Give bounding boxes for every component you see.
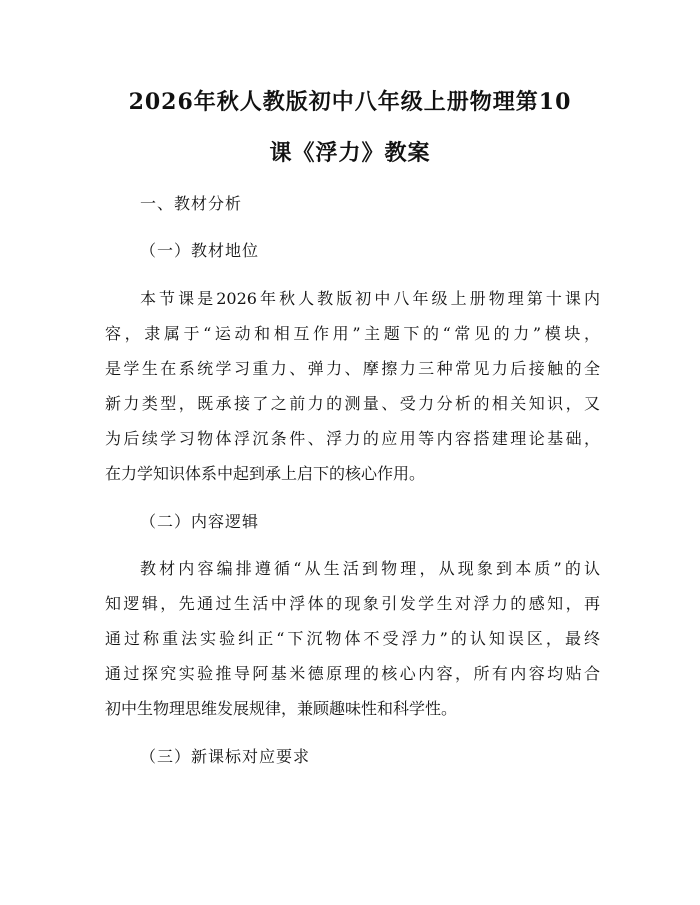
paragraph-line: 初中生物理思维发展规律，兼顾趣味性和科学性。 bbox=[105, 699, 458, 718]
paragraph-line: 为后续学习物体浮沉条件、浮力的应用等内容搭建理论基础， bbox=[105, 429, 600, 448]
paragraph-line: 本节课是2026年秋人教版初中八年级上册物理第十课内 bbox=[140, 289, 600, 308]
paragraph-line: 是学生在系统学习重力、弹力、摩擦力三种常见力后接触的全 bbox=[105, 359, 600, 378]
paragraph-line: 新力类型，既承接了之前力的测量、受力分析的相关知识，又 bbox=[105, 394, 600, 413]
paragraph-line: 知逻辑，先通过生活中浮体的现象引发学生对浮力的感知，再 bbox=[105, 594, 600, 613]
paragraph-line: 通过称重法实验纠正“下沉物体不受浮力”的认知误区，最终 bbox=[105, 629, 600, 648]
subsection-heading-textbook-position: （一）教材地位 bbox=[140, 241, 260, 260]
paragraph-line: 教材内容编排遵循“从生活到物理，从现象到本质”的认 bbox=[140, 559, 600, 578]
subsection-heading-curriculum-requirements: （三）新课标对应要求 bbox=[140, 747, 311, 766]
section-heading-textbook-analysis: 一、教材分析 bbox=[140, 194, 243, 213]
document-title-line-2: 课《浮力》教案 bbox=[269, 140, 431, 166]
document-title-line-1: 2026年秋人教版初中八年级上册物理第10 bbox=[128, 89, 572, 115]
subsection-heading-content-logic: （二）内容逻辑 bbox=[140, 512, 260, 531]
paragraph-line: 容，隶属于“运动和相互作用”主题下的“常见的力”模块， bbox=[105, 324, 600, 343]
paragraph-line: 通过探究实验推导阿基米德原理的核心内容，所有内容均贴合 bbox=[105, 664, 600, 683]
paragraph-line: 在力学知识体系中起到承上启下的核心作用。 bbox=[105, 464, 426, 483]
